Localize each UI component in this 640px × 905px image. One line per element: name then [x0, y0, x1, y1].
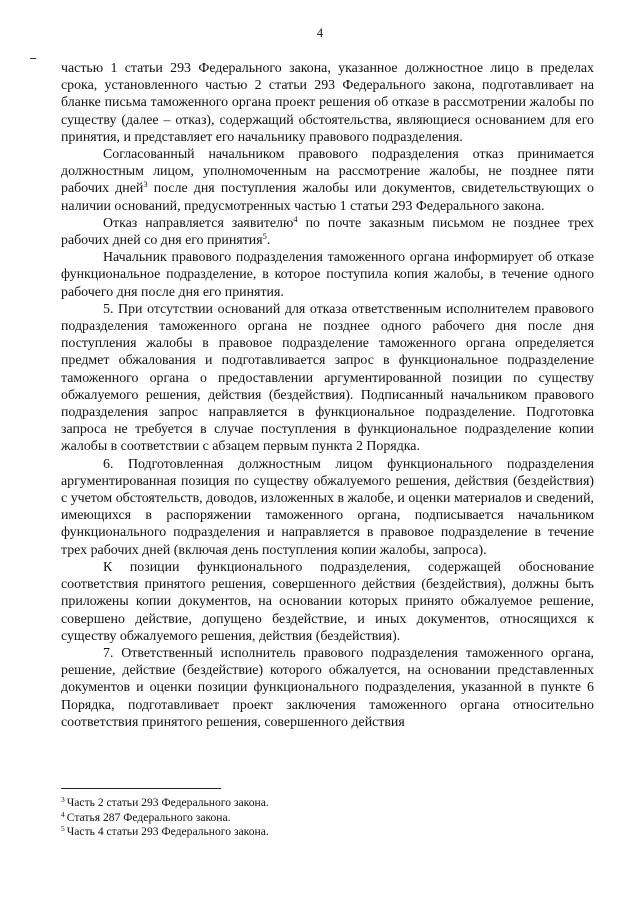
- paragraph-item-5: 5. При отсутствии оснований для отказа ответственным исполнителем правового подразделения таможенного органа не позднее одного рабочего дня после дня поступления жалобы в правовое подразделение таможенного органа определяется предмет обжалования и подготавливается запрос в функциональное подразделение таможенного органа о предоставлении аргументированной позиции по существу обжалуемого решения, действия (бездействия). Подписанный начальником правового подразделения запрос направляется в функциональное подразделение. Подготовка запроса не требуется в случае поступления в функциональное подразделение копии жалобы в соответствии с абзацем первым пункта 2 Порядка.: [61, 301, 594, 455]
- paragraph-refusal-adoption: [61, 146, 594, 215]
- footnotes: [61, 796, 594, 840]
- paragraph-head-informs: Начальник правового подразделения таможенного органа информирует об отказе функциональное подразделение, в которое поступила копия жалобы, в течение одного рабочего дня после дня его принятия.: [61, 250, 594, 300]
- footnote-text: Статья 287 Федерального закона.: [66, 810, 231, 824]
- footnote-ref-4: 4: [293, 213, 298, 224]
- footnote-mark: 5: [61, 824, 65, 834]
- paragraph-item-6-attachments: К позиции функционального подразделения, содержащей обоснование соответствия принятого решения, совершенного действия (бездействия), должны быть приложены копии документов, на основании которых принято обжалуемое решение, совершено действие, допущено бездействие, и иных документов, относящихся к существу обжалуемого решения, действия (бездействия).: [61, 559, 594, 644]
- paragraph-text: .: [266, 233, 271, 249]
- paragraph-item-7: 7. Ответственный исполнитель правового подразделения таможенного органа, решение, действие (бездействие) которого обжалуется, на основании представленных документов и оценки позиции функционального подразделения, указанной в пункте 6 Порядка, подготавливает проект заключения таможенного органа относительно соответствия принятого решения, совершенного действия: [61, 645, 594, 730]
- footnote-item: [61, 811, 594, 826]
- page-number: 4: [316, 26, 324, 40]
- paragraph-item-6: 6. Подготовленная должностным лицом функционального подразделения аргументированная позиция по существу обжалуемого решения, действия (бездействия) с учетом обстоятельств, доводов, изложенных в жалобе, и оценки материалов и сведений, имеющихся в распоряжении таможенного органа, подписывается начальником функционального подразделения и направляется в правовое подразделение в течение трех рабочих дней (включая день поступления копии жалобы, запроса).: [61, 456, 594, 558]
- paragraph-continuation: частью 1 статьи 293 Федерального закона, указанное должностное лицо в пределах срока, установленного частью 2 статьи 293 Федерального закона, подготавливает на бланке письма таможенного органа проект решения об отказе в рассмотрении жалобы по существу (далее – отказ), содержащий обстоятельства, являющиеся основанием для его принятия, и представляет его начальнику правового подразделения.: [61, 61, 594, 145]
- paragraph-text: Отказ направляется заявителю: [103, 215, 294, 231]
- footnote-mark: 3: [61, 795, 65, 804]
- margin-mark: [30, 58, 36, 59]
- footnote-divider: [61, 788, 221, 789]
- main-text: [61, 60, 594, 731]
- footnote-ref-3: 3: [143, 179, 148, 190]
- footnote-item: [61, 796, 594, 811]
- footnote-mark: 4: [61, 809, 65, 819]
- paragraph-text: по почте заказным письмом не позднее трех рабочих дней со дня его принятия: [61, 215, 594, 249]
- paragraph-refusal-sending: [61, 215, 594, 249]
- paragraph-text: Согласованный начальником правового подразделения отказ принимается должностным лицом, уполномоченным на рассмотрение жалобы, не позднее пяти рабочих дней: [61, 147, 594, 197]
- footnote-item: [61, 825, 594, 840]
- paragraph-text: после дня поступления жалобы или документов, свидетельствующих о наличии оснований, предусмотренных частью 1 статьи 293 Федерального закона.: [61, 181, 594, 214]
- footnote-text: Часть 2 статьи 293 Федерального закона.: [66, 796, 269, 809]
- footnote-ref-5: 5: [262, 231, 267, 242]
- footnote-text: Часть 4 статьи 293 Федерального закона.: [66, 825, 269, 839]
